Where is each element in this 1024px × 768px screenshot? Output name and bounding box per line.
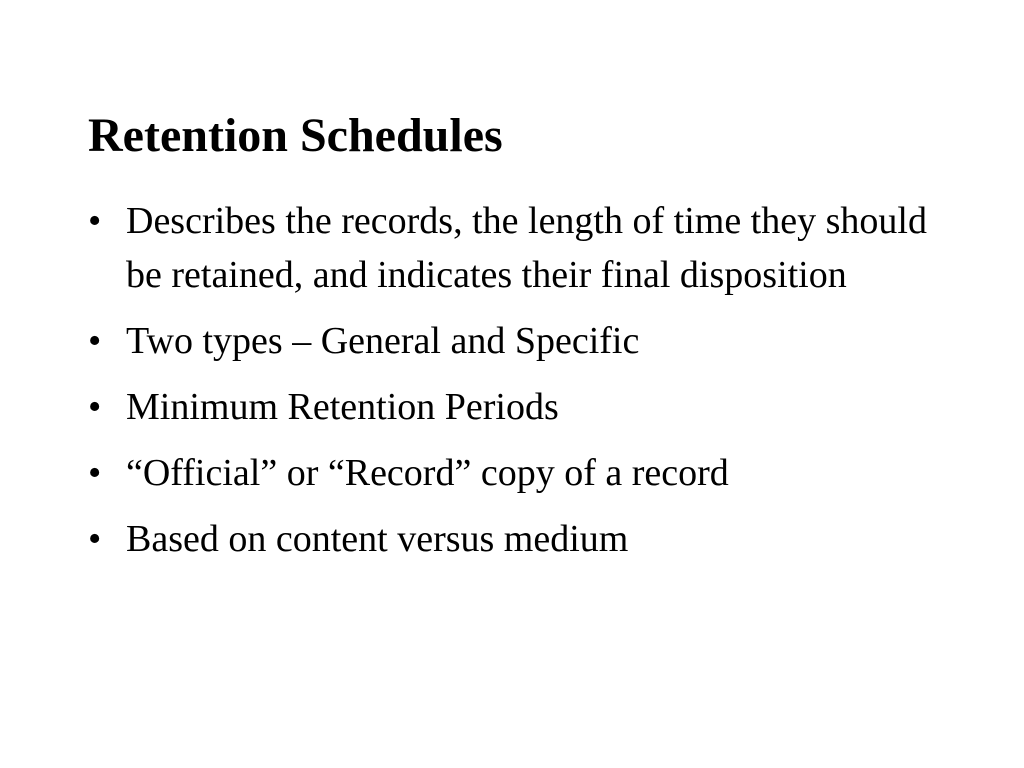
bullet-icon: • bbox=[88, 452, 102, 494]
bullet-item-content-medium bbox=[88, 512, 948, 566]
bullet-item-records-description bbox=[88, 194, 948, 302]
bullet-text: “Official” or “Record” copy of a record bbox=[126, 452, 729, 494]
bullet-text: Minimum Retention Periods bbox=[126, 386, 559, 428]
bullet-item-minimum-retention bbox=[88, 380, 948, 434]
bullet-icon: • bbox=[88, 200, 102, 242]
bullet-icon: • bbox=[88, 320, 102, 362]
bullet-icon: • bbox=[88, 518, 102, 560]
bullet-text: Two types – General and Specific bbox=[126, 320, 640, 362]
bullet-item-two-types bbox=[88, 314, 948, 368]
bullet-text: Describes the records, the length of time they should be retained, and indicates their final disposition bbox=[126, 200, 927, 296]
bullet-item-official-copy bbox=[88, 446, 948, 500]
slide-title: Retention Schedules bbox=[88, 109, 503, 162]
bullet-text: Based on content versus medium bbox=[126, 518, 629, 560]
bullet-list bbox=[88, 194, 948, 578]
bullet-icon: • bbox=[88, 386, 102, 428]
